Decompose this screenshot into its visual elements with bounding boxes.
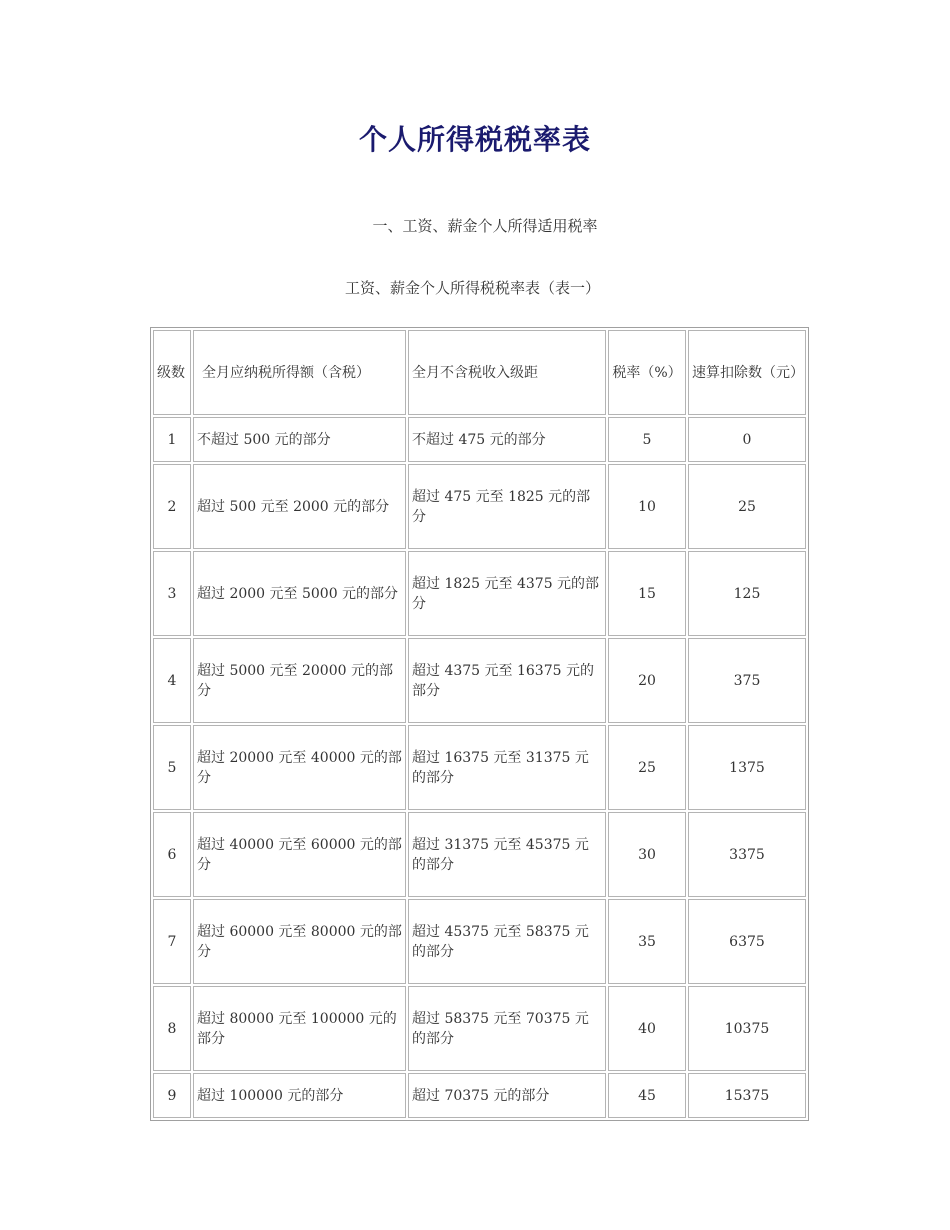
section-heading: 一、工资、薪金个人所得适用税率 (372, 217, 598, 235)
cell-rate: 25 (608, 725, 686, 810)
header-level: 级数 (153, 330, 191, 415)
cell-taxable-income: 超过 40000 元至 60000 元的部分 (193, 812, 406, 897)
header-quick-deduction: 速算扣除数（元） (688, 330, 806, 415)
cell-quick-deduction: 10375 (688, 986, 806, 1071)
header-taxable-income: 全月应纳税所得额（含税） (193, 330, 406, 415)
table-row (153, 638, 806, 723)
cell-income-excluding-tax: 不超过 475 元的部分 (408, 417, 606, 462)
cell-level: 9 (153, 1073, 191, 1118)
cell-quick-deduction: 15375 (688, 1073, 806, 1118)
table-row (153, 464, 806, 549)
cell-income-excluding-tax: 超过 31375 元至 45375 元的部分 (408, 812, 606, 897)
cell-taxable-income: 超过 100000 元的部分 (193, 1073, 406, 1118)
table-row (153, 551, 806, 636)
cell-rate: 30 (608, 812, 686, 897)
cell-quick-deduction: 125 (688, 551, 806, 636)
cell-rate: 15 (608, 551, 686, 636)
cell-quick-deduction: 25 (688, 464, 806, 549)
cell-income-excluding-tax: 超过 58375 元至 70375 元的部分 (408, 986, 606, 1071)
cell-level: 6 (153, 812, 191, 897)
cell-rate: 45 (608, 1073, 686, 1118)
cell-taxable-income: 超过 500 元至 2000 元的部分 (193, 464, 406, 549)
cell-income-excluding-tax: 超过 4375 元至 16375 元的部分 (408, 638, 606, 723)
cell-taxable-income: 超过 2000 元至 5000 元的部分 (193, 551, 406, 636)
cell-taxable-income: 超过 60000 元至 80000 元的部分 (193, 899, 406, 984)
cell-level: 3 (153, 551, 191, 636)
cell-taxable-income: 不超过 500 元的部分 (193, 417, 406, 462)
cell-income-excluding-tax: 超过 16375 元至 31375 元的部分 (408, 725, 606, 810)
cell-taxable-income: 超过 5000 元至 20000 元的部分 (193, 638, 406, 723)
cell-rate: 5 (608, 417, 686, 462)
table-header-row (153, 330, 806, 415)
cell-level: 4 (153, 638, 191, 723)
table-row (153, 812, 806, 897)
cell-level: 2 (153, 464, 191, 549)
table-row (153, 986, 806, 1071)
cell-level: 5 (153, 725, 191, 810)
cell-quick-deduction: 1375 (688, 725, 806, 810)
table-row (153, 725, 806, 810)
table-row (153, 1073, 806, 1118)
table-caption: 工资、薪金个人所得税税率表（表一） (344, 279, 600, 297)
header-income-excluding-tax: 全月不含税收入级距 (408, 330, 606, 415)
cell-quick-deduction: 375 (688, 638, 806, 723)
cell-rate: 40 (608, 986, 686, 1071)
cell-rate: 20 (608, 638, 686, 723)
cell-income-excluding-tax: 超过 45375 元至 58375 元的部分 (408, 899, 606, 984)
tax-rate-table (150, 327, 809, 1121)
cell-quick-deduction: 6375 (688, 899, 806, 984)
cell-taxable-income: 超过 20000 元至 40000 元的部分 (193, 725, 406, 810)
cell-income-excluding-tax: 超过 70375 元的部分 (408, 1073, 606, 1118)
header-rate: 税率（%） (608, 330, 686, 415)
page-title: 个人所得税税率表 (358, 123, 591, 156)
cell-rate: 10 (608, 464, 686, 549)
cell-level: 7 (153, 899, 191, 984)
cell-quick-deduction: 0 (688, 417, 806, 462)
cell-quick-deduction: 3375 (688, 812, 806, 897)
cell-income-excluding-tax: 超过 475 元至 1825 元的部分 (408, 464, 606, 549)
cell-level: 8 (153, 986, 191, 1071)
cell-income-excluding-tax: 超过 1825 元至 4375 元的部分 (408, 551, 606, 636)
cell-taxable-income: 超过 80000 元至 100000 元的部分 (193, 986, 406, 1071)
table-row (153, 899, 806, 984)
cell-level: 1 (153, 417, 191, 462)
cell-rate: 35 (608, 899, 686, 984)
table-row (153, 417, 806, 462)
